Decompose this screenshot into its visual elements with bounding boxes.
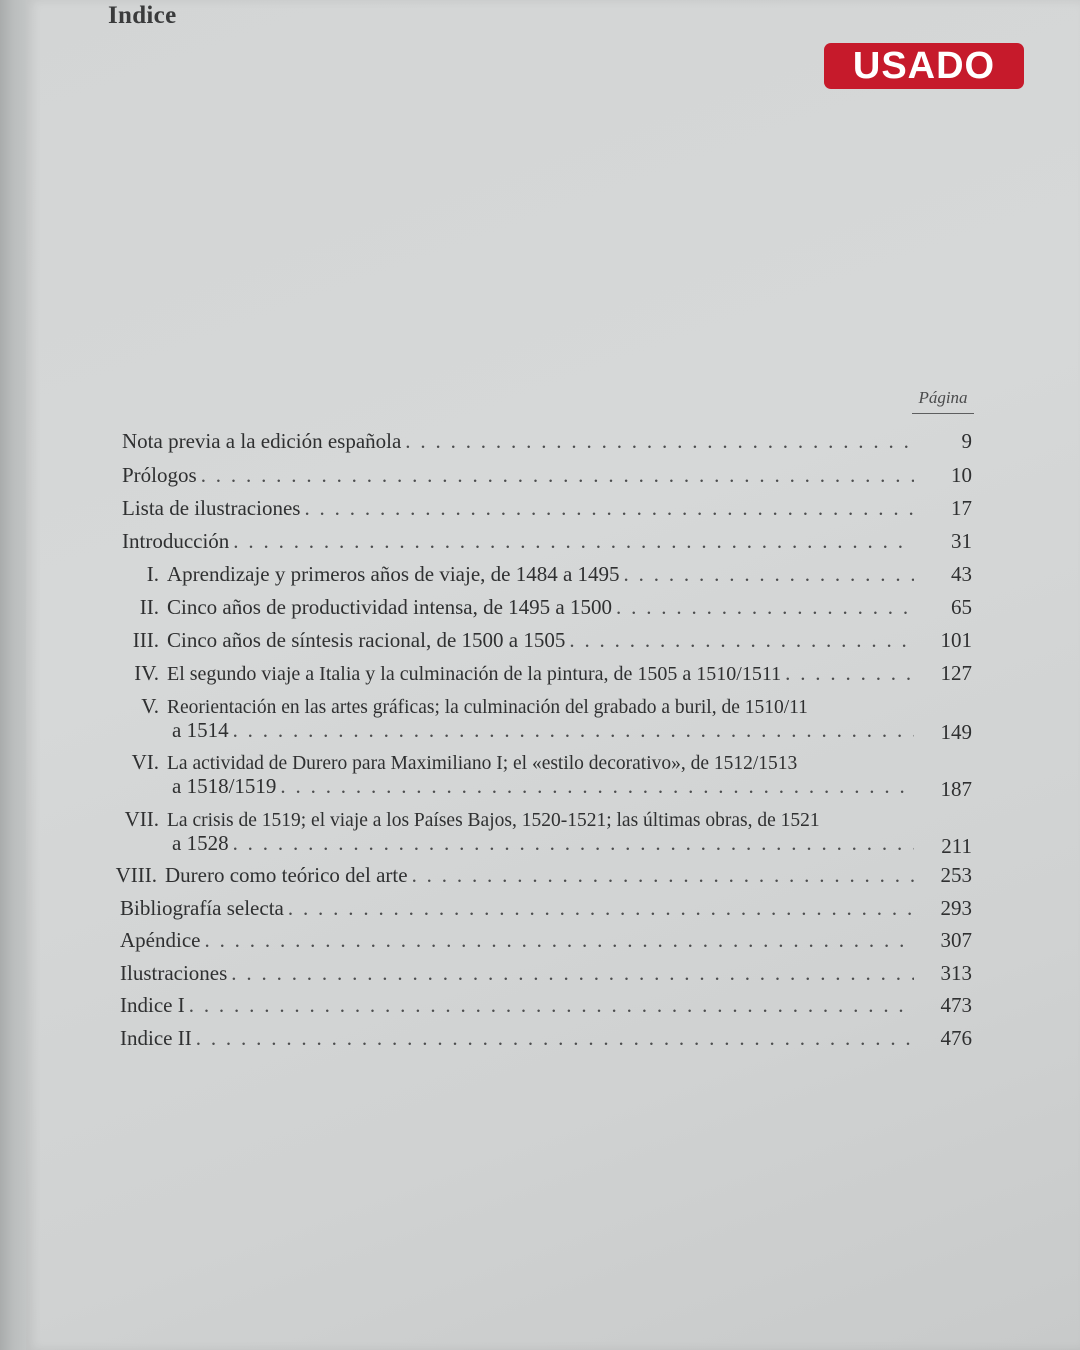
chapter-number: VII. [124, 807, 159, 831]
toc-entry-title-continued: a 1518/1519 [172, 774, 277, 798]
toc-entry [115, 695, 972, 745]
toc-entry-page: 101 [940, 628, 972, 652]
toc-entry-title: Durero como teórico del arte [165, 863, 408, 887]
toc-entry-page: 43 [951, 562, 972, 586]
leader-dots [196, 1027, 914, 1050]
toc-entry [115, 751, 972, 801]
toc-entry-title: Prólogos [122, 463, 197, 487]
leader-dots [288, 897, 914, 920]
toc-entry [115, 629, 972, 652]
toc-entry-title: Aprendizaje y primeros años de viaje, de 1484 a 1495 [167, 562, 620, 586]
toc-entry-title: La crisis de 1519; el viaje a los Países Bajos, 1520-1521; las últimas obras, de 1521 [167, 810, 820, 831]
leader-dots [412, 864, 914, 887]
toc-entry [120, 1027, 972, 1050]
toc-entry-title: Reorientación en las artes gráficas; la culminación del grabado a buril, de 1510/11 [167, 697, 808, 718]
toc-entry-title: Cinco años de productividad intensa, de 1495 a 1500 [167, 595, 612, 619]
toc-entry-page: 17 [951, 496, 972, 520]
leader-dots [616, 596, 914, 619]
leader-dots [204, 929, 914, 952]
toc-entry-title: Apéndice [120, 928, 201, 952]
toc-entry [122, 430, 972, 453]
toc-entry [115, 596, 972, 619]
toc-entry-page: 473 [940, 993, 972, 1017]
chapter-number: I. [146, 562, 159, 586]
toc-entry-page: 31 [951, 529, 972, 553]
leader-dots [201, 464, 914, 487]
toc-entry-title: El segundo viaje a Italia y la culminación de la pintura, de 1505 a 1510/1511 [167, 663, 782, 685]
leader-dots [233, 530, 914, 553]
toc-entry [122, 464, 972, 487]
toc-entry-page: 313 [940, 961, 972, 985]
leader-dots [280, 775, 914, 798]
chapter-number: II. [139, 595, 159, 619]
toc-entry [115, 808, 972, 858]
toc-entry-title-continued: a 1528 [172, 831, 229, 855]
leader-dots [233, 832, 914, 855]
chapter-number: V. [141, 694, 159, 718]
toc-entry [115, 563, 972, 586]
toc-entry-title: Bibliografía selecta [120, 896, 284, 920]
toc-entry [120, 929, 972, 952]
page-column-heading: Página [912, 388, 974, 414]
toc-entry-page: 253 [940, 863, 972, 887]
leader-dots [405, 430, 914, 453]
leader-dots [233, 719, 914, 742]
chapter-number: IV. [134, 661, 159, 685]
toc-entry-page: 10 [951, 463, 972, 487]
toc-entry [120, 962, 972, 985]
toc-entry-page: 187 [940, 777, 972, 801]
leader-dots [304, 497, 914, 520]
leader-dots [189, 994, 914, 1017]
toc-entry-title: Ilustraciones [120, 961, 228, 985]
chapter-number: VIII. [115, 863, 157, 887]
chapter-number: III. [132, 628, 159, 652]
leader-dots [785, 662, 914, 685]
used-badge: USADO [824, 43, 1024, 89]
toc-entry-page: 127 [940, 661, 972, 685]
leader-dots [231, 962, 914, 985]
toc-entry [115, 662, 972, 686]
toc-entry [120, 994, 972, 1017]
toc-entry-title: Nota previa a la edición española [122, 429, 402, 453]
leader-dots [569, 629, 914, 652]
toc-entry-page: 307 [940, 928, 972, 952]
toc-entry-page: 9 [961, 429, 972, 453]
toc-entry-title: La actividad de Durero para Maximiliano I; el «estilo decorativo», de 1512/1513 [167, 753, 798, 774]
toc-entry [122, 530, 972, 553]
leader-dots [624, 563, 914, 586]
toc-entry [120, 897, 972, 920]
page-title: Indice [108, 2, 177, 29]
toc-entry [122, 497, 972, 520]
toc-entry-page: 476 [940, 1026, 972, 1050]
toc-entry-page: 293 [940, 896, 972, 920]
toc-entry-title: Indice II [120, 1026, 192, 1050]
toc-entry [113, 864, 972, 887]
chapter-number: VI. [131, 750, 159, 774]
toc-entry-title: Lista de ilustraciones [122, 496, 301, 520]
toc-entry-page: 211 [941, 834, 972, 858]
toc-entry-page: 149 [940, 720, 972, 744]
toc-entry-page: 65 [951, 595, 972, 619]
toc-entry-title: Introducción [122, 529, 230, 553]
toc-entry-title-continued: a 1514 [172, 718, 229, 742]
toc-entry-title: Cinco años de síntesis racional, de 1500 a 1505 [167, 628, 566, 652]
toc-entry-title: Indice I [120, 993, 185, 1017]
